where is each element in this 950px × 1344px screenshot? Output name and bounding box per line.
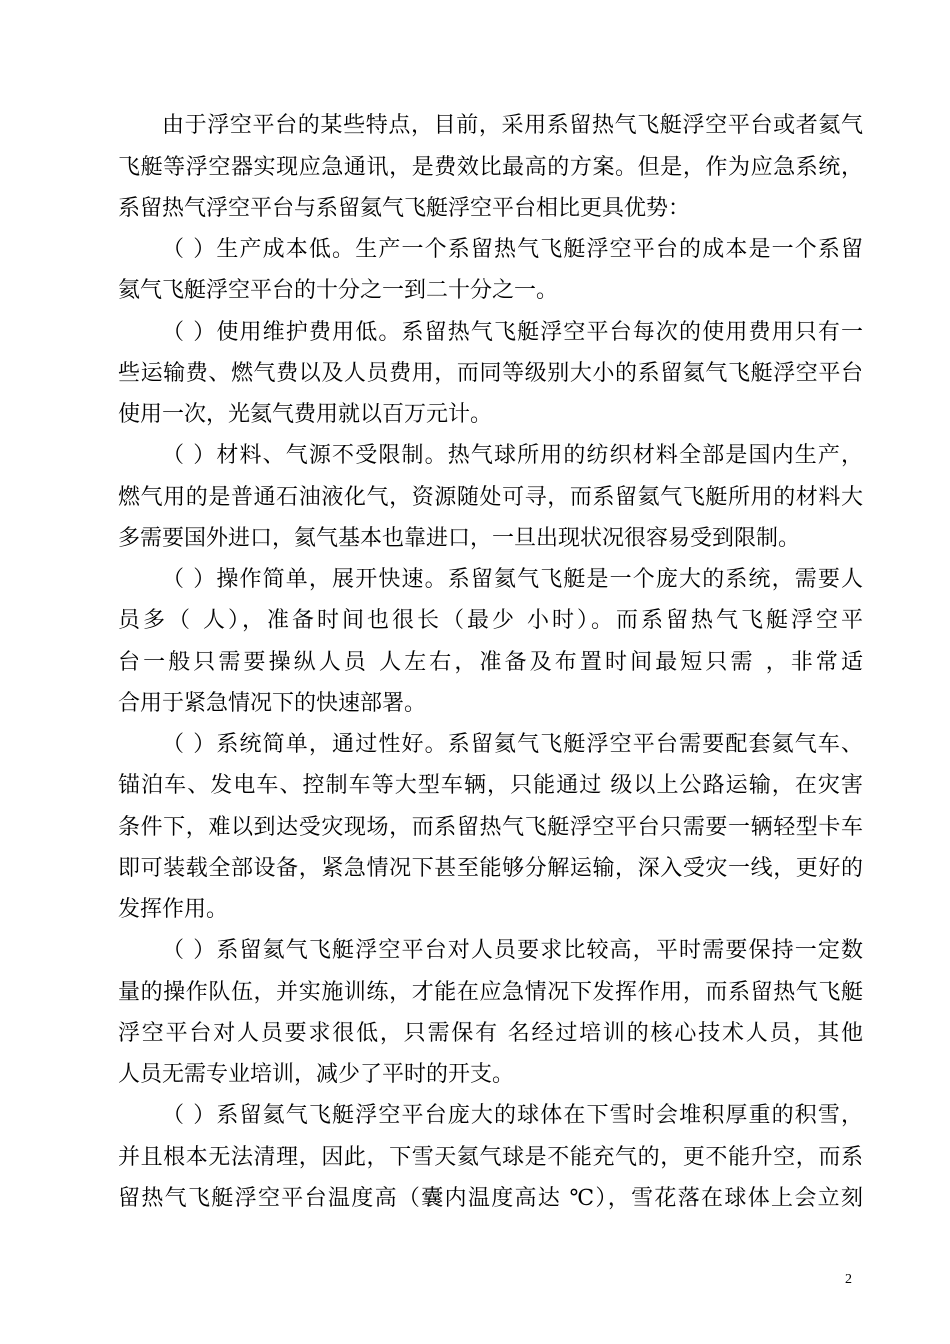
text-line: 多需要国外进口，氦气基本也靠进口，一旦出现状况很容易受到限制。 (118, 526, 801, 551)
text-line: 锚泊车、发电车、控制车等大型车辆，只能通过 级以上公路运输，在灾害 (118, 773, 863, 798)
text-line: 台一般只需要操纵人员 人左右，准备及布置时间最短只需 ，非常适 (118, 650, 863, 675)
text-line: 合用于紧急情况下的快速部署。 (118, 691, 427, 716)
text-line: 使用一次，光氦气费用就以百万元计。 (118, 402, 493, 427)
text-line: 即可装载全部设备，紧急情况下甚至能够分解运输，深入受灾一线，更好的 (118, 856, 863, 881)
text-line: （ ）系统简单，通过性好。系留氦气飞艇浮空平台需要配套氦气车、 (162, 732, 863, 757)
text-line: 系留热气浮空平台与系留氦气飞艇浮空平台相比更具优势： (118, 196, 691, 221)
text-line: 氦气飞艇浮空平台的十分之一到二十分之一。 (118, 278, 559, 303)
text-line: 量的操作队伍，并实施训练，才能在应急情况下发挥作用，而系留热气飞艇 (118, 980, 863, 1005)
text-line: 浮空平台对人员要求很低，只需保有 名经过培训的核心技术人员，其他 (118, 1021, 863, 1046)
text-line: 并且根本无法清理，因此，下雪天氦气球是不能充气的，更不能升空，而系 (118, 1145, 863, 1170)
text-line: 人员无需专业培训，减少了平时的开支。 (118, 1062, 515, 1087)
text-line: （ ）系留氦气飞艇浮空平台庞大的球体在下雪时会堆积厚重的积雪， (162, 1103, 863, 1128)
text-line: 条件下，难以到达受灾现场，而系留热气飞艇浮空平台只需要一辆轻型卡车 (118, 815, 863, 840)
text-line: （ ）生产成本低。生产一个系留热气飞艇浮空平台的成本是一个系留 (162, 237, 863, 262)
text-line: 发挥作用。 (118, 897, 229, 922)
text-line: （ ）使用维护费用低。系留热气飞艇浮空平台每次的使用费用只有一 (162, 320, 863, 345)
text-line: （ ）操作简单，展开快速。系留氦气飞艇是一个庞大的系统，需要人 (162, 567, 863, 592)
text-line: 些运输费、燃气费以及人员费用，而同等级别大小的系留氦气飞艇浮空平台 (118, 361, 863, 386)
text-line: （ ）系留氦气飞艇浮空平台对人员要求比较高，平时需要保持一定数 (162, 938, 863, 963)
text-line: 燃气用的是普通石油液化气，资源随处可寻，而系留氦气飞艇所用的材料大 (118, 485, 863, 510)
text-line: 由于浮空平台的某些特点，目前，采用系留热气飞艇浮空平台或者氦气 (162, 113, 863, 138)
text-line: 员多（ 人），准备时间也很长（最少 小时）。而系留热气飞艇浮空平 (118, 608, 863, 633)
text-line: 飞艇等浮空器实现应急通讯，是费效比最高的方案。但是，作为应急系统， (118, 155, 863, 180)
text-line: 留热气飞艇浮空平台温度高（囊内温度高达 ℃），雪花落在球体上会立刻 (118, 1186, 863, 1211)
page-number: 2 (845, 1272, 852, 1287)
text-line: （ ）材料、气源不受限制。热气球所用的纺织材料全部是国内生产， (162, 443, 863, 468)
